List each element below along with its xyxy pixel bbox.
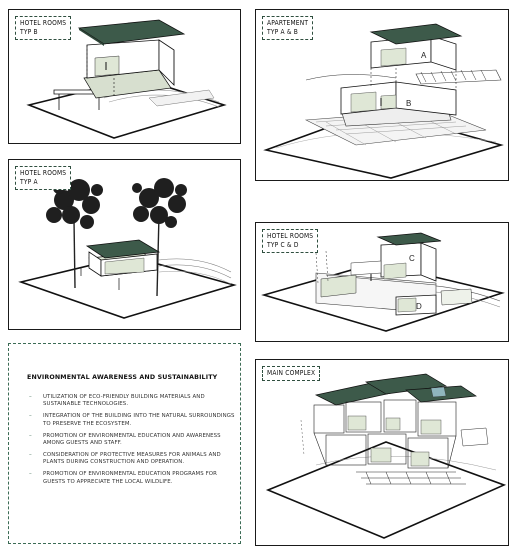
sustainability-panel bbox=[8, 343, 241, 544]
panel-title: MAIN COMPLEX bbox=[262, 366, 320, 381]
panel-main-complex bbox=[255, 359, 509, 546]
label-d: D bbox=[416, 302, 422, 311]
label-b: B bbox=[406, 99, 412, 108]
panel-title: HOTEL ROOMS TYP A bbox=[15, 166, 71, 190]
panel-hotel-rooms-typ-c-d bbox=[255, 222, 509, 342]
panel-title: HOTEL ROOMS TYP B bbox=[15, 16, 71, 40]
sustainability-title: ENVIRONMENTAL AWARENESS AND SUSTAINABILITY bbox=[27, 374, 218, 381]
label-c: C bbox=[409, 254, 415, 263]
panel-hotel-rooms-typ-a bbox=[8, 159, 241, 330]
main-complex-drawing bbox=[256, 360, 509, 546]
list-item: – CONSIDERATION OF PROTECTIVE MEASURES FOR ANIMALS AND PLANTS DURING CONSTRUCTION AND OPERATION. bbox=[27, 452, 239, 467]
panel-title: HOTEL ROOMS TYP C & D bbox=[262, 229, 318, 253]
list-item: – PROMOTION OF ENVIRONMENTAL EDUCATION AND AWARENESS AMONG GUESTS AND STAFF. bbox=[27, 433, 239, 448]
label-a: A bbox=[421, 51, 427, 60]
list-item: – UTILIZATION OF ECO-FRIENDLY BUILDING MATERIALS AND SUSTAINABLE TECHNOLOGIES. bbox=[27, 394, 239, 409]
list-item: – PROMOTION OF ENVIRONMENTAL EDUCATION PROGRAMS FOR GUESTS TO APPRECIATE THE LOCAL WILDLIFE. bbox=[27, 471, 239, 486]
panel-apartement-typ-a-b bbox=[255, 9, 509, 181]
list-item: – INTEGRATION OF THE BUILDING INTO THE NATURAL SURROUNDINGS TO PRESERVE THE ECOSYSTEM. bbox=[27, 413, 239, 428]
sustainability-list bbox=[27, 394, 239, 491]
panel-title: APARTEMENT TYP A & B bbox=[262, 16, 313, 40]
panel-hotel-rooms-typ-b bbox=[8, 9, 241, 144]
